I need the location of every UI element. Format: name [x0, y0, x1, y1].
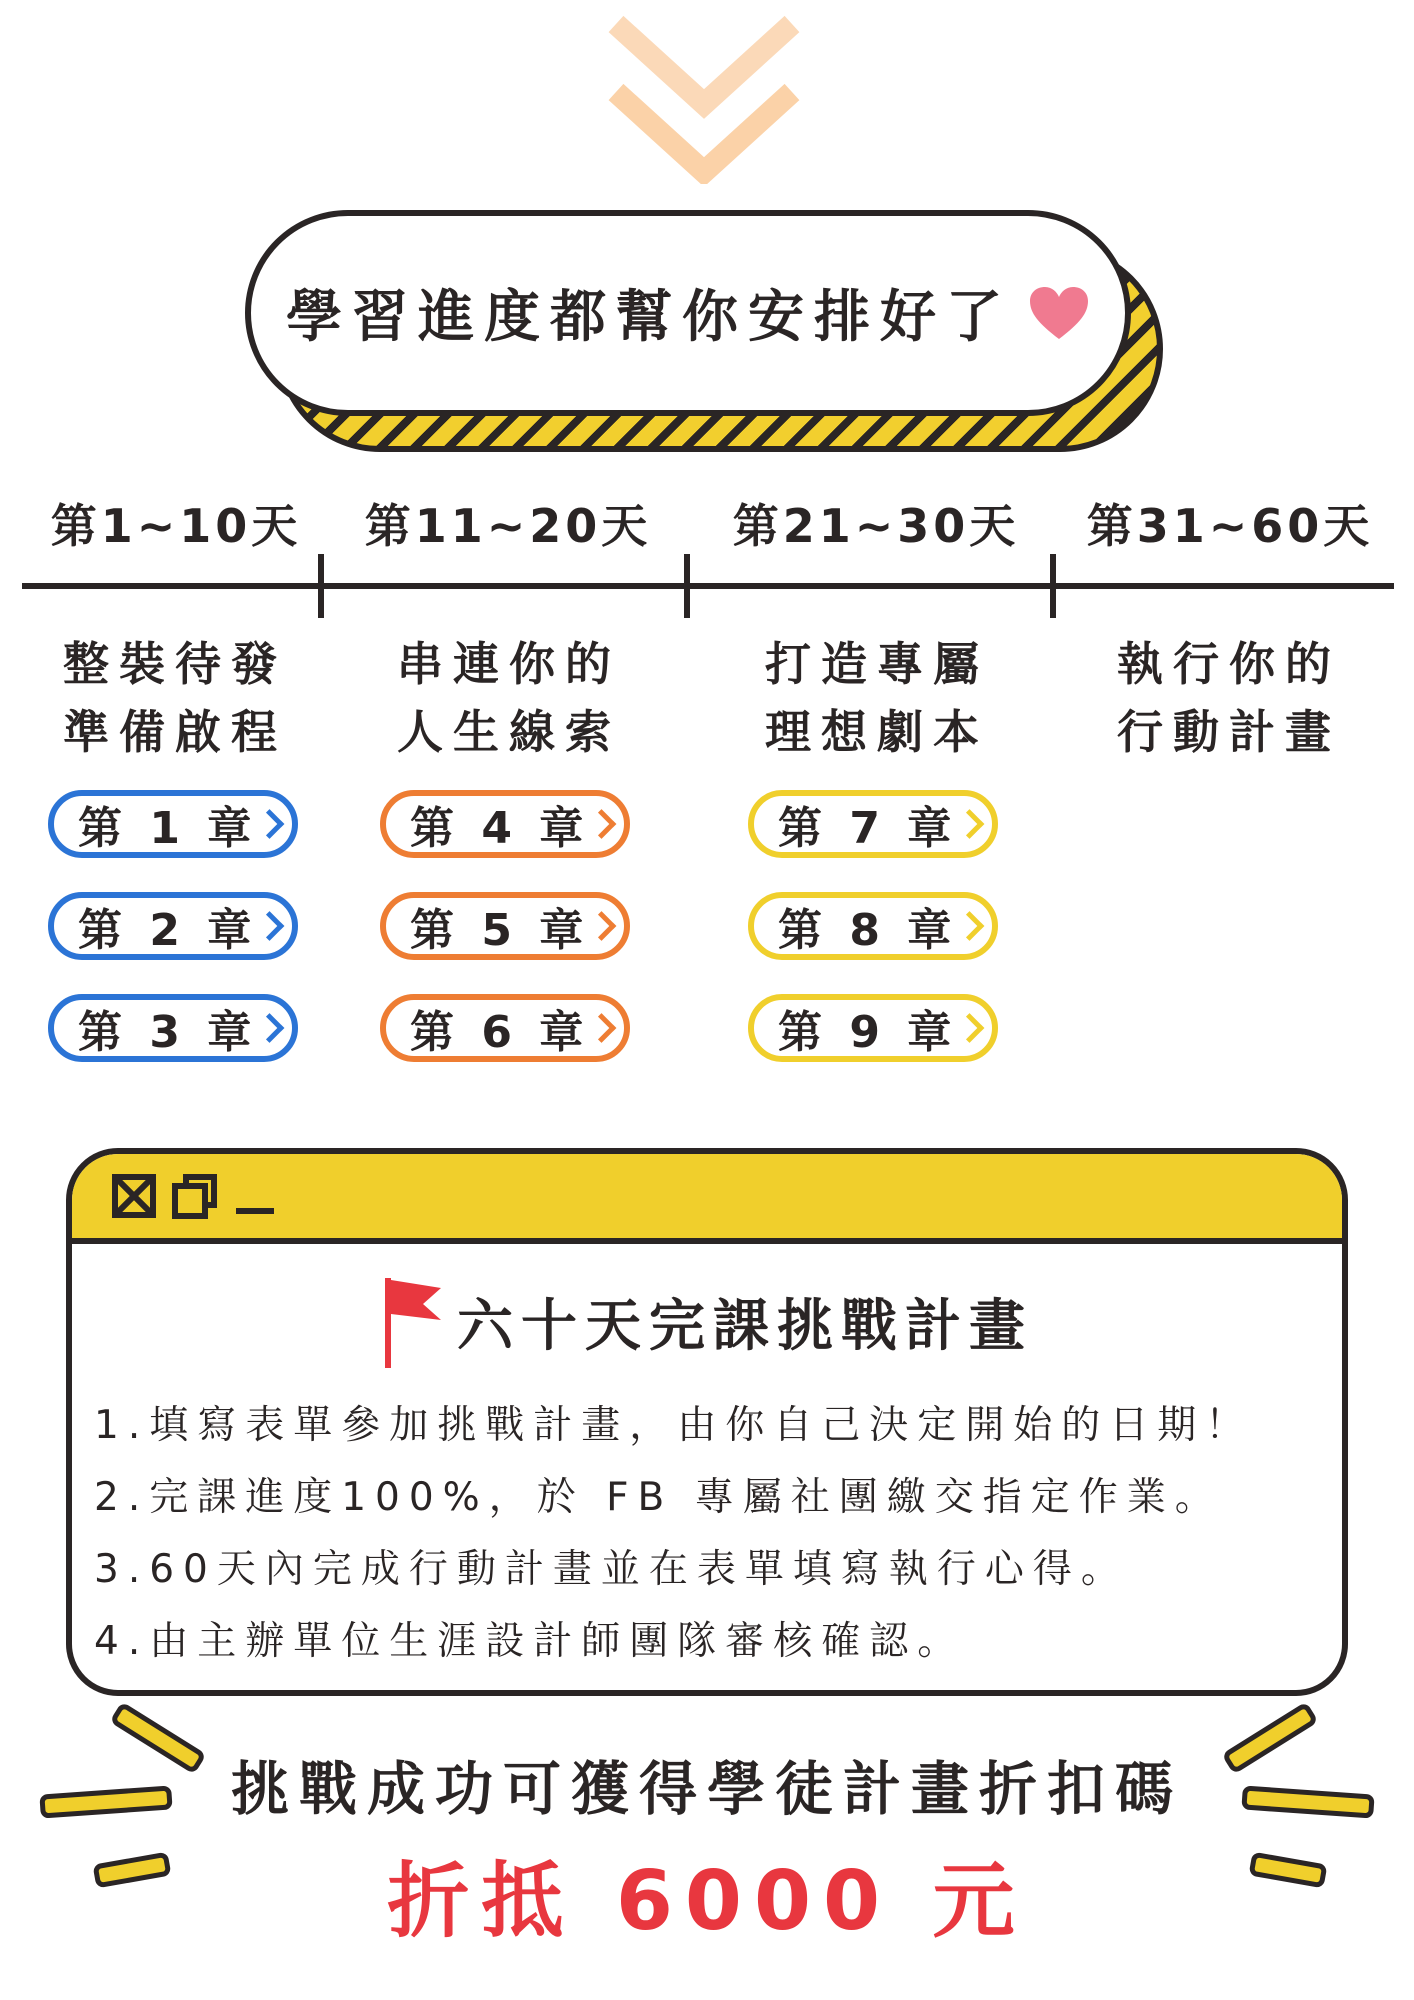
- period-label-3: 第21~30天: [732, 499, 1020, 553]
- period-theme-2: [344, 630, 674, 766]
- theme-line: 打造專屬: [765, 637, 989, 691]
- challenge-window: [66, 1148, 1348, 1696]
- timeline-tick: [318, 554, 324, 618]
- chapter-7-button[interactable]: [748, 790, 998, 858]
- heart-icon: [1028, 285, 1090, 341]
- chevron-right-icon: [255, 809, 285, 839]
- chevron-right-icon: [255, 911, 285, 941]
- chapter-label: 第 1 章: [78, 803, 258, 854]
- theme-line: 理想劇本: [765, 705, 989, 759]
- chevron-right-icon: [587, 1013, 617, 1043]
- chapter-6-button[interactable]: [380, 994, 630, 1062]
- chapter-label: 第 4 章: [410, 803, 590, 854]
- chapter-9-button[interactable]: [748, 994, 998, 1062]
- theme-line: 串連你的: [397, 637, 621, 691]
- timeline-tick: [684, 554, 690, 618]
- rule-item-1: 1.填寫表單參加挑戰計畫，由你自己決定開始的日期！: [94, 1403, 1254, 1448]
- chapter-label: 第 9 章: [778, 1007, 958, 1058]
- chevron-right-icon: [955, 911, 985, 941]
- challenge-title-text: 六十天完課挑戰計畫: [457, 1294, 1033, 1359]
- period-theme-4: [1064, 630, 1394, 766]
- banner-title: 學習進度都幫你安排好了: [286, 285, 1012, 350]
- discount-amount: 折抵 6000 元: [387, 1854, 1027, 1949]
- theme-line: 執行你的: [1117, 637, 1341, 691]
- chevron-right-icon: [955, 1013, 985, 1043]
- chapter-1-button[interactable]: [48, 790, 298, 858]
- chapter-label: 第 6 章: [410, 1007, 590, 1058]
- close-icon[interactable]: [112, 1174, 156, 1218]
- timeline-line: [22, 583, 1394, 589]
- chapter-label: 第 2 章: [78, 905, 258, 956]
- timeline-tick: [1050, 554, 1056, 618]
- restore-icon[interactable]: [172, 1174, 218, 1220]
- window-title-bar: [72, 1154, 1342, 1244]
- flag-icon: [381, 1274, 445, 1370]
- down-chevrons-icon: [604, 14, 804, 184]
- chapter-label: 第 5 章: [410, 905, 590, 956]
- theme-line: 行動計畫: [1117, 705, 1341, 759]
- period-label-4: 第31~60天: [1086, 499, 1374, 553]
- theme-line: 整裝待發: [63, 637, 287, 691]
- minimize-icon[interactable]: [236, 1208, 274, 1214]
- challenge-title: [72, 1274, 1342, 1370]
- chapter-label: 第 3 章: [78, 1007, 258, 1058]
- chapter-4-button[interactable]: [380, 790, 630, 858]
- chapter-3-button[interactable]: [48, 994, 298, 1062]
- theme-line: 人生線索: [397, 705, 621, 759]
- rule-item-2: 2.完課進度100%，於 FB 專屬社團繳交指定作業。: [94, 1475, 1223, 1520]
- chapter-label: 第 8 章: [778, 905, 958, 956]
- chapter-label: 第 7 章: [778, 803, 958, 854]
- chapter-8-button[interactable]: [748, 892, 998, 960]
- chapter-5-button[interactable]: [380, 892, 630, 960]
- chevron-right-icon: [255, 1013, 285, 1043]
- period-label-1: 第1~10天: [50, 499, 302, 553]
- chevron-right-icon: [955, 809, 985, 839]
- chevron-right-icon: [587, 911, 617, 941]
- period-theme-3: [712, 630, 1042, 766]
- period-label-2: 第11~20天: [364, 499, 652, 553]
- chevron-right-icon: [587, 809, 617, 839]
- period-theme-1: [10, 630, 340, 766]
- chapter-2-button[interactable]: [48, 892, 298, 960]
- rule-item-3: 3.60天內完成行動計畫並在表單填寫執行心得。: [94, 1547, 1129, 1592]
- theme-line: 準備啟程: [63, 705, 287, 759]
- reward-text: 挑戰成功可獲得學徒計畫折扣碼: [230, 1755, 1183, 1823]
- schedule-banner: [245, 210, 1131, 416]
- rule-item-4: 4.由主辦單位生涯設計師團隊審核確認。: [94, 1619, 966, 1664]
